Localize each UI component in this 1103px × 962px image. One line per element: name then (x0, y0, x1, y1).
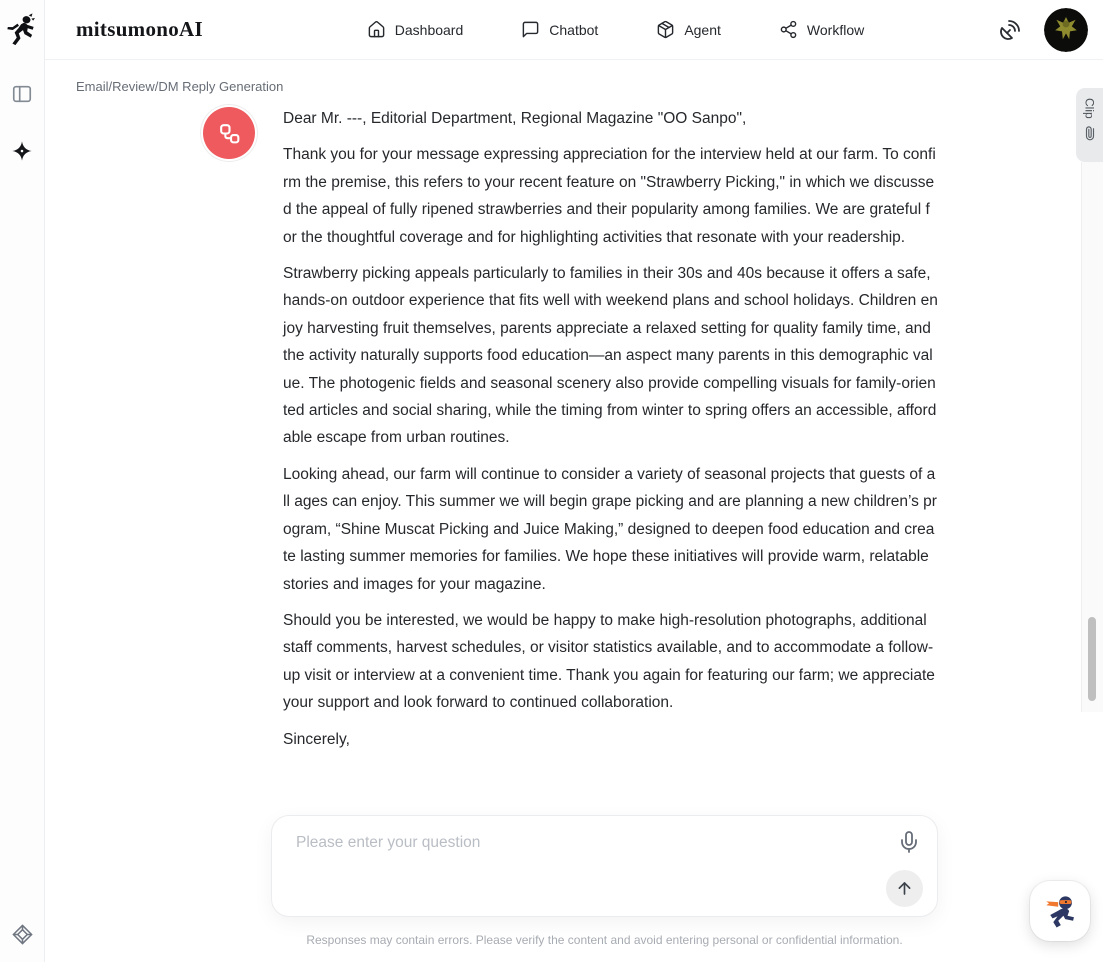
disclaimer-text: Responses may contain errors. Please verify the content and avoid entering personal or confidential information. (306, 933, 903, 947)
nav-item-dashboard[interactable] (367, 20, 464, 39)
message-paragraph: Looking ahead, our farm will continue to consider a variety of seasonal projects that guests of all ages can enjoy. This summer we will begin grape picking and are planning a new children’s program, “Shine Muscat Picking and Juice Making,” designed to deepen food education and create lasting summer memories for families. We hope these initiatives will provide warm, relatable stories and images for your magazine. (283, 465, 937, 593)
paperclip-icon (1080, 123, 1100, 143)
message-paragraph: Should you be interested, we would be happy to make high-resolution photographs, additional staff comments, harvest schedules, or visitor statistics available, and to accommodate a follow-up visit or interview at a convenient time. Thank you again for featuring our farm; we appreciate your support and look forward to continued collaboration. (283, 611, 935, 712)
nav-label: Dashboard (394, 21, 464, 38)
message-paragraph: Strawberry picking appeals particularly to families in their 30s and 40s because it offers a safe, hands-on outdoor experience that fits well with weekend plans and school holidays. Children enjoy harvesting fruit themselves, parents appreciate a relaxed setting for quality family time, and the activity naturally supports food education—an aspect many parents in this demographic value. The photogenic fields and seasonal scenery also provide compelling visuals for family-oriented articles and social sharing, while the timing from winter to spring offers an accessible, affordable escape from urban routines. (283, 265, 938, 447)
nav-item-chatbot[interactable] (521, 20, 598, 39)
icon-sidebar (0, 0, 45, 962)
main-nav (337, 20, 864, 39)
breadcrumb: Email/Review/DM Reply Generation (76, 79, 284, 94)
user-avatar[interactable] (1044, 8, 1088, 52)
satellite-dish-icon[interactable] (998, 18, 1022, 42)
header-right (998, 8, 1088, 52)
avatar-image (1044, 8, 1088, 52)
main-column (45, 0, 1103, 962)
ninja-logo-glyph (4, 11, 40, 51)
assistant-avatar (203, 107, 255, 159)
workflow-nodes-icon (217, 121, 242, 146)
package-cube-icon (656, 20, 675, 39)
message-paragraph: Sincerely, (283, 730, 350, 748)
nav-label: Workflow (806, 21, 865, 38)
panel-toggle-icon[interactable] (10, 82, 34, 106)
ninja-logo-icon[interactable] (3, 10, 41, 52)
chat-bubble-icon (521, 20, 540, 39)
nav-label: Agent (684, 21, 721, 38)
clip-tab-label: Clip (1082, 98, 1097, 119)
send-button[interactable] (886, 870, 923, 907)
microphone-icon[interactable] (897, 830, 923, 856)
clip-panel-tab[interactable] (1076, 88, 1103, 162)
question-input[interactable] (284, 826, 889, 870)
arrow-up-icon (895, 879, 914, 898)
nav-item-agent[interactable] (656, 20, 721, 39)
top-header (45, 0, 1103, 60)
mascot-assistant-button[interactable] (1030, 881, 1090, 941)
nav-label: Chatbot (549, 21, 599, 38)
content-area (45, 60, 1103, 962)
ninja-mascot-icon (1038, 889, 1082, 933)
assistant-message-row (203, 105, 1103, 762)
message-paragraph: Thank you for your message expressing appreciation for the interview held at our farm. To confirm the premise, this refers to your recent feature on "Strawberry Picking," in which we discussed the appeal of fully ripened strawberries and their popularity among families. We are grateful for the thoughtful coverage and for highlighting activities that resonate with your readership. (283, 146, 936, 246)
share-nodes-icon (779, 20, 798, 39)
message-paragraph: Dear Mr. ---, Editorial Department, Regional Magazine "OO Sanpo", (283, 110, 747, 127)
assistant-message-text (283, 105, 938, 762)
scrollbar-thumb[interactable] (1088, 617, 1096, 701)
nav-item-workflow[interactable] (779, 20, 864, 39)
home-icon (367, 20, 386, 39)
message-composer (271, 815, 938, 917)
cube-wireframe-icon[interactable] (10, 922, 34, 946)
sparkle-icon[interactable] (10, 139, 34, 163)
brand-title[interactable]: mitsumonoAI (76, 17, 203, 41)
